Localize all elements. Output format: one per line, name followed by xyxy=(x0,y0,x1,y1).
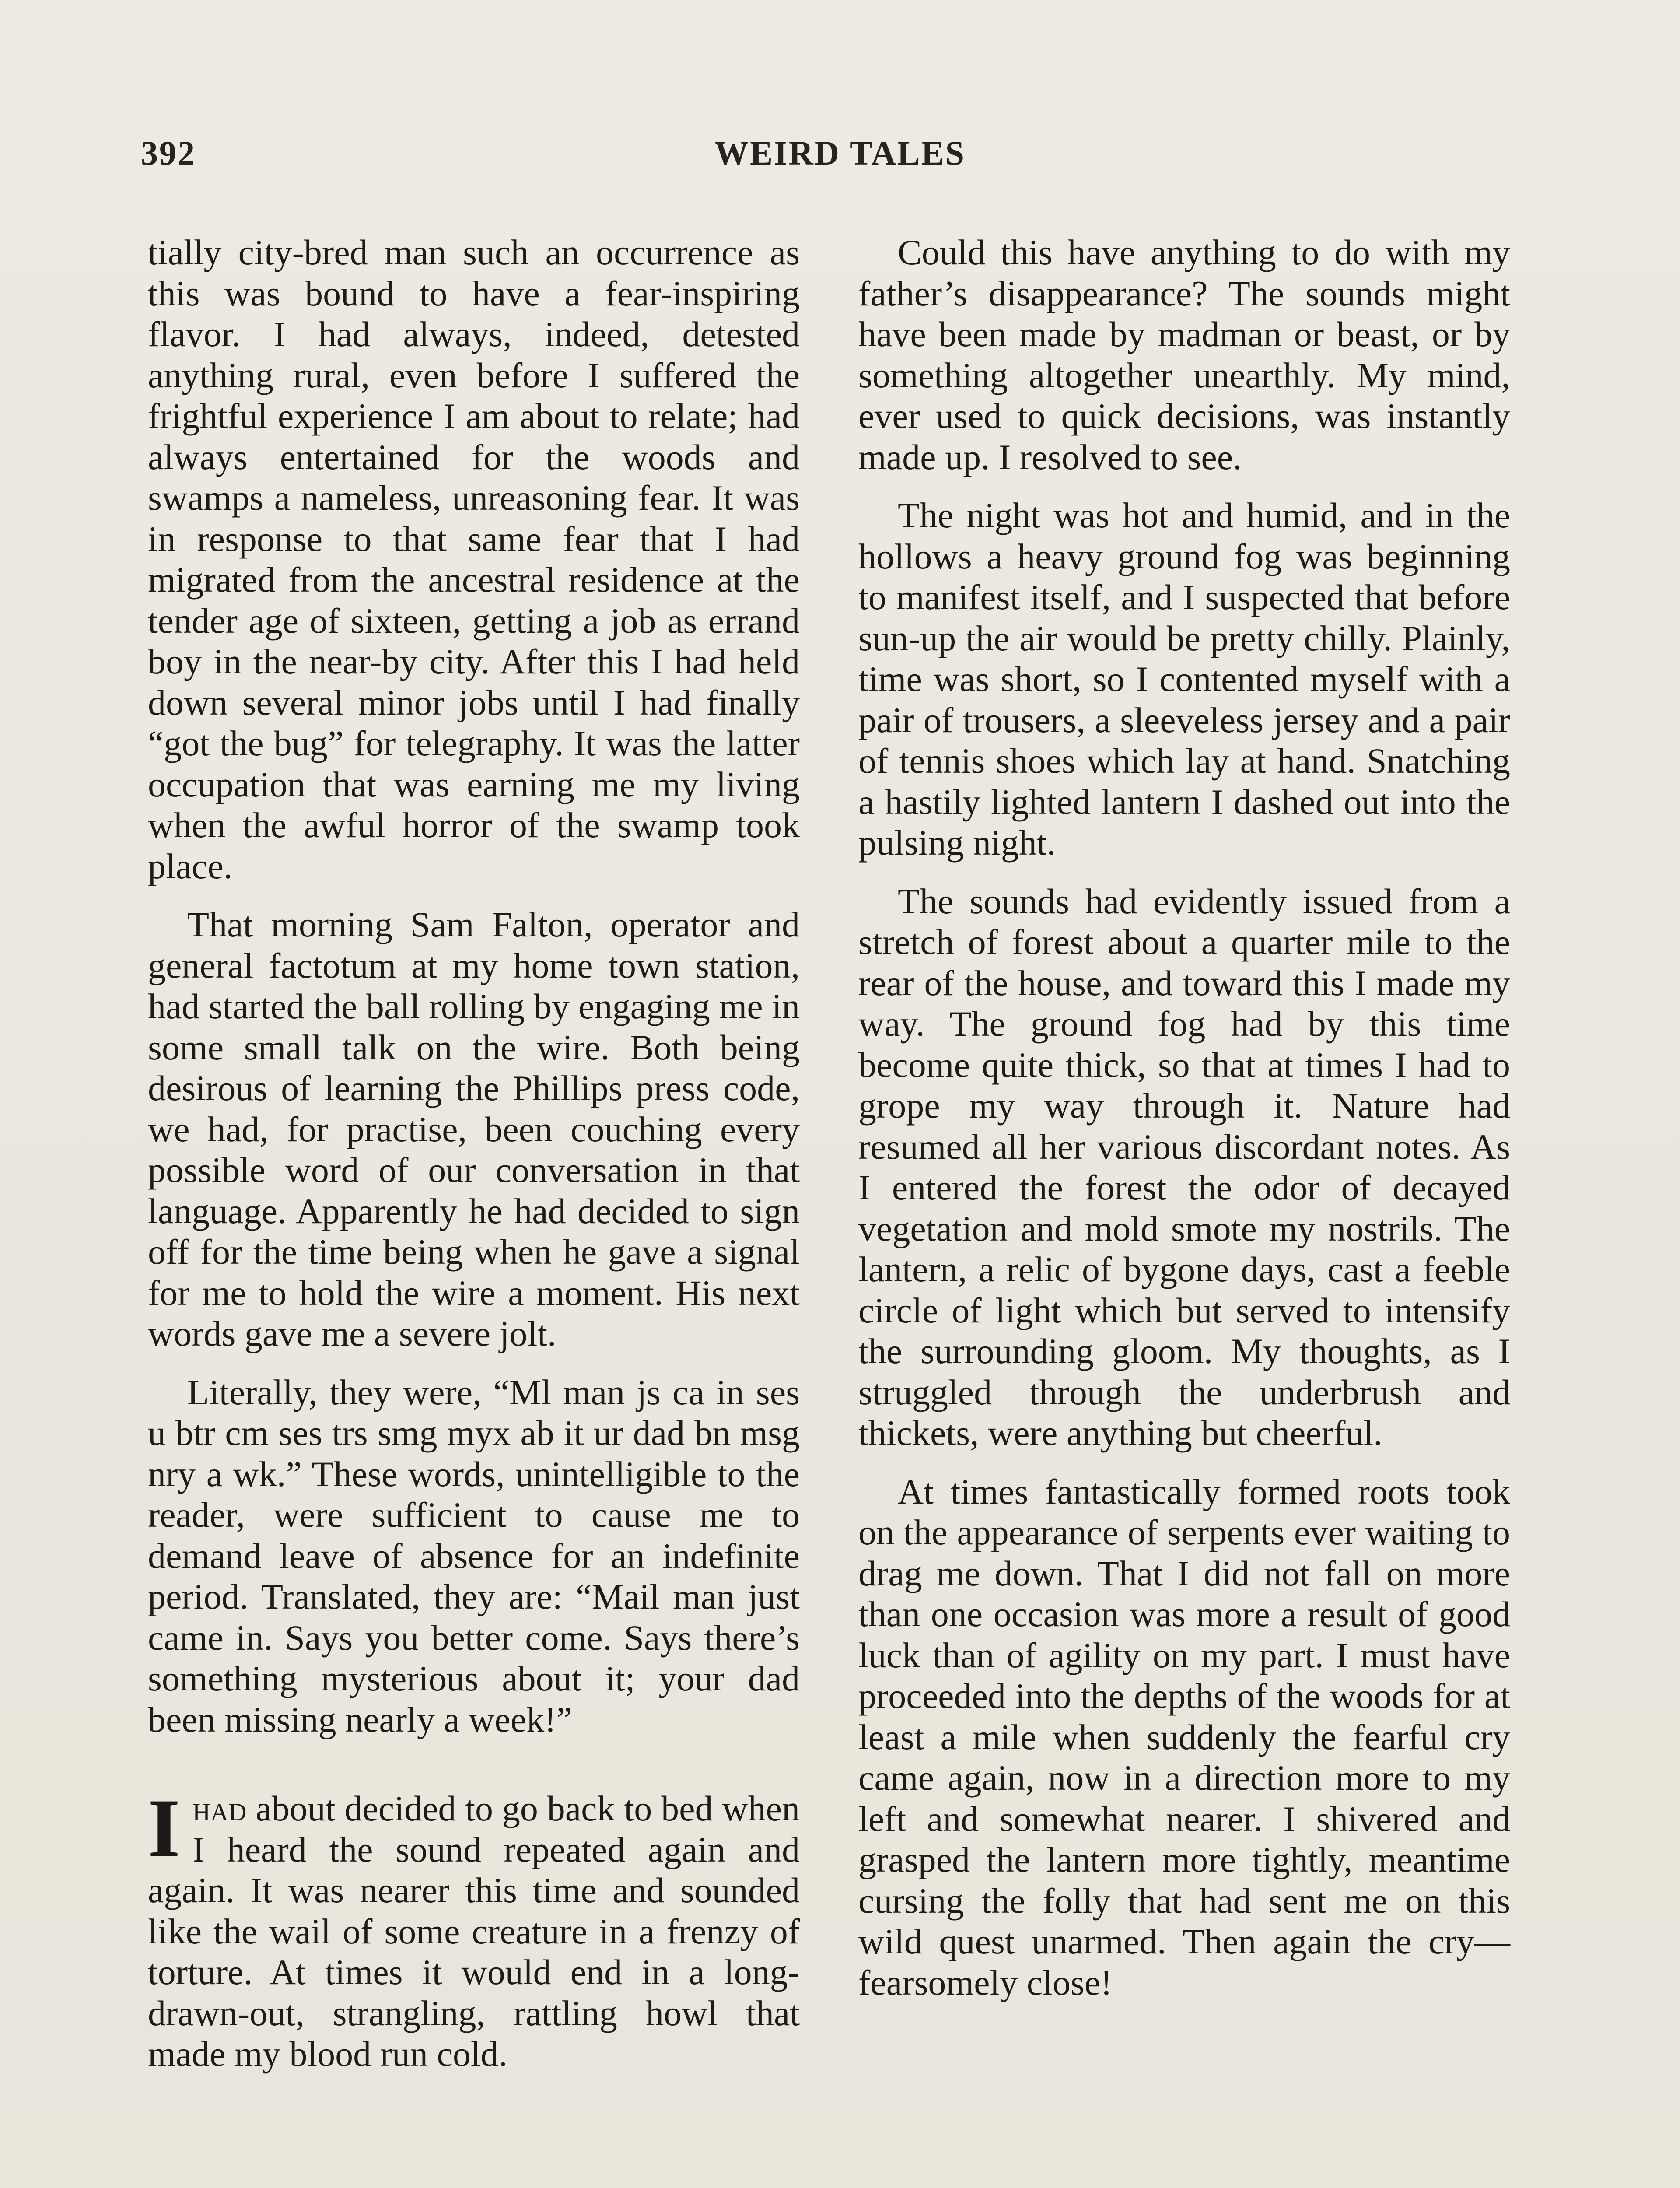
paragraph: That morning Sam Falton, operator and general factotum at my home town station, had started the ball rolling by engaging me in some small talk on the wire. Both being desirous of learning the Phillips press code, we had, for practise, been couching every possible word of our conversation in that language. Apparently he had decided to sign off for the time being when he gave a signal for me to hold the wire a moment. His next words gave me a severe jolt. xyxy=(148,905,800,1353)
paragraph: tially city-bred man such an occurrence as this was bound to have a fear-inspiring flavor. I had always, indeed, detested anything rural, even before I suffered the frightful experience I am about to relate; had always entertained for the woods and swamps a nameless, unreasoning fear. It was in response to that same fear that I had migrated from the ancestral residence at the tender age of sixteen, getting a job as errand boy in the near-by city. After this I had held down several minor jobs until I had finally “got the bug” for telegraphy. It was the latter occupation that was earning me my living when the awful horror of the swamp took place. xyxy=(148,232,800,886)
running-head xyxy=(131,133,1549,182)
paragraph: Literally, they were, “Ml man js ca in ses u btr cm ses trs smg myx ab it ur dad bn msg nry a wk.” These words, unintelligible to the reader, were sufficient to cause me to demand leave of absence for an indefinite period. Translated, they are: “Mail man just came in. Says you better come. Says there’s something mysterious about it; your dad been missing nearly a week!” xyxy=(148,1372,800,1739)
paragraph: The sounds had evidently issued from a stretch of forest about a quarter mile to the rear of the house, and toward this I made my way. The ground fog had by this time become quite thick, so that at times I had to grope my way through it. Nature had resumed all her various discordant notes. As I entered the forest the odor of decayed vegetation and mold smote my nostrils. The lantern, a relic of bygone days, cast a feeble circle of light which but served to intensify the surrounding gloom. My thoughts, as I struggled through the underbrush and thickets, were anything but cheerful. xyxy=(858,881,1510,1453)
paragraph: The night was hot and humid, and in the hollows a heavy ground fog was beginning to manifest itself, and I suspected that before sun-up the air would be pretty chilly. Plainly, time was short, so I contented myself with a pair of trousers, a sleeveless jersey and a pair of tennis shoes which lay at hand. Snatching a hastily lighted lantern I dashed out into the pulsing night. xyxy=(858,495,1510,863)
paragraph-text: about decided to go back to bed when I heard the sound repeated again and again. It was nearer this time and sounded like the wail of some creature in a frenzy of torture. At times it would end in a long-drawn-out, strangling, rattling howl that made my blood run cold. xyxy=(148,1788,800,2074)
drop-cap: I xyxy=(148,1782,180,1874)
left-column xyxy=(148,232,800,2092)
smallcaps-lead: had xyxy=(192,1788,247,1828)
dropcap-paragraph xyxy=(148,1782,800,2075)
paragraph: At times fantastically formed roots took on the appearance of serpents ever waiting to drag me down. That I did not fall on more than one occasion was more a result of good luck than of agility on my part. I must have proceeded into the depths of the woods for at least a mile when suddenly the fearful cry came again, now in a direction more to my left and somewhat nearer. I shivered and grasped the lantern more tightly, meantime cursing the folly that had sent me on this wild quest unarmed. Then again the cry—fearsomely close! xyxy=(858,1471,1510,2002)
journal-title: WEIRD TALES xyxy=(714,134,966,172)
page-number: 392 xyxy=(141,134,196,172)
right-column xyxy=(858,232,1510,2020)
paragraph: Could this have anything to do with my father’s disappearance? The sounds might have been made by madman or beast, or by something altogether unearthly. My mind, ever used to quick decisions, was instantly made up. I resolved to see. xyxy=(858,232,1510,477)
